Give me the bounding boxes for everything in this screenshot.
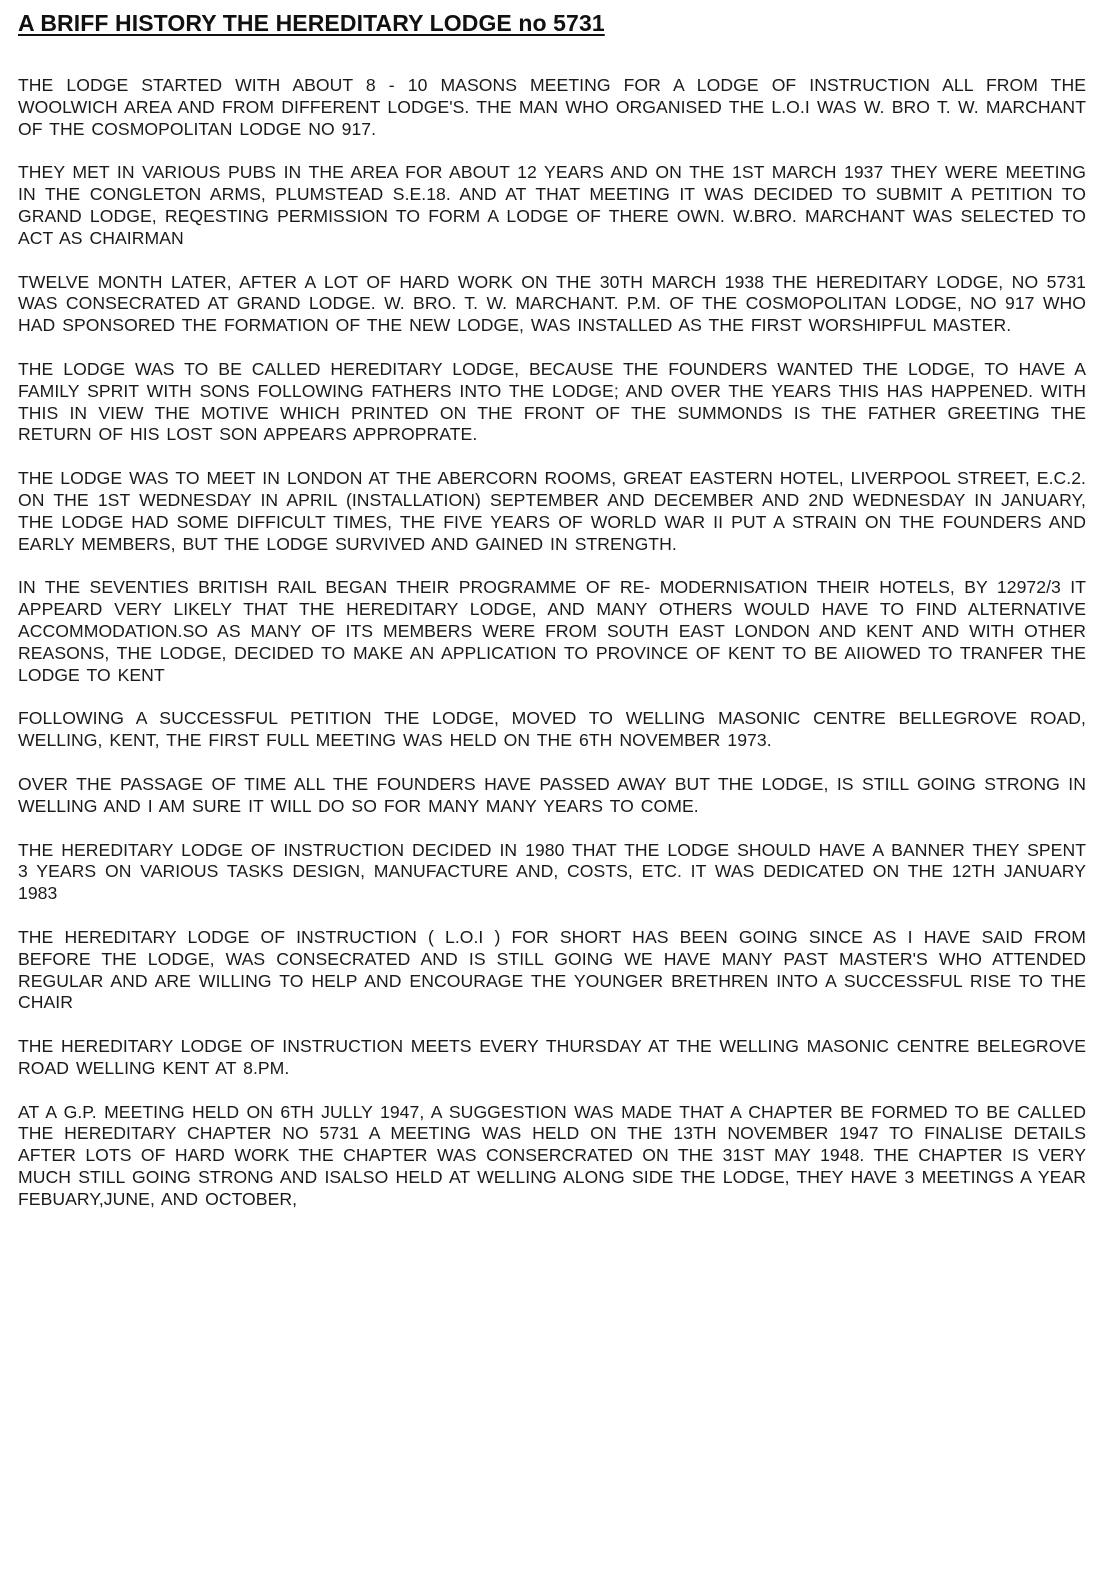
- paragraph-lodge-name: THE LODGE WAS TO BE CALLED HEREDITARY LODGE, BECAUSE THE FOUNDERS WANTED THE LODGE, TO HAVE A FAMILY SPRIT WITH SONS FOLLOWING FATHERS INTO THE LODGE; AND OVER THE YEARS THIS HAS HAPPENED. WITH THIS IN VIEW THE MOTIVE WHICH PRINTED ON THE FRONT OF THE SUMMONDS IS THE FATHER GREETING THE RETURN OF HIS LOST SON APPEARS APPROPRATE.: [18, 358, 1086, 445]
- document-body: [18, 75, 1086, 1211]
- paragraph-welling-move: FOLLOWING A SUCCESSFUL PETITION THE LODGE, MOVED TO WELLING MASONIC CENTRE BELLEGROVE ROAD, WELLING, KENT, THE FIRST FULL MEETING WAS HELD ON THE 6TH NOVEMBER 1973.: [18, 708, 1086, 751]
- paragraph-founders: OVER THE PASSAGE OF TIME ALL THE FOUNDERS HAVE PASSED AWAY BUT THE LODGE, IS STILL GOING STRONG IN WELLING AND I AM SURE IT WILL DO SO FOR MANY MANY YEARS TO COME.: [18, 773, 1086, 816]
- paragraph-loi: THE HEREDITARY LODGE OF INSTRUCTION ( L.O.I ) FOR SHORT HAS BEEN GOING SINCE AS I HAVE SAID FROM BEFORE THE LODGE, WAS CONSECRATED AND IS STILL GOING WE HAVE MANY PAST MASTER'S WHO ATTENDED REGULAR AND ARE WILLING TO HELP AND ENCOURAGE THE YOUNGER BRETHREN INTO A SUCCESSFUL RISE TO THE CHAIR: [18, 926, 1086, 1013]
- paragraph-relocation: IN THE SEVENTIES BRITISH RAIL BEGAN THEIR PROGRAMME OF RE- MODERNISATION THEIR HOTELS, BY 12972/3 IT APPEARD VERY LIKELY THAT THE HEREDITARY LODGE, AND MANY OTHERS WOULD HAVE TO FIND ALTERNATIVE ACCOMMODATION.SO AS MANY OF ITS MEMBERS WERE FROM SOUTH EAST LONDON AND KENT AND WITH OTHER REASONS, THE LODGE, DECIDED TO MAKE AN APPLICATION TO PROVINCE OF KENT TO BE AIIOWED TO TRANFER THE LODGE TO KENT: [18, 577, 1086, 685]
- paragraph-banner: THE HEREDITARY LODGE OF INSTRUCTION DECIDED IN 1980 THAT THE LODGE SHOULD HAVE A BANNER THEY SPENT 3 YEARS ON VARIOUS TASKS DESIGN, MANUFACTURE AND, COSTS, ETC. IT WAS DEDICATED ON THE 12TH JANUARY 1983: [18, 839, 1086, 904]
- paragraph-loi-meetings: THE HEREDITARY LODGE OF INSTRUCTION MEETS EVERY THURSDAY AT THE WELLING MASONIC CENTRE BELEGROVE ROAD WELLING KENT AT 8.PM.: [18, 1036, 1086, 1078]
- document-title: A BRIFF HISTORY THE HEREDITARY LODGE no 5731: [18, 10, 605, 36]
- paragraph-origins: THE LODGE STARTED WITH ABOUT 8 - 10 MASONS MEETING FOR A LODGE OF INSTRUCTION ALL FROM THE WOOLWICH AREA AND FROM DIFFERENT LODGE'S. THE MAN WHO ORGANISED THE L.O.I WAS W. BRO T. W. MARCHANT OF THE COSMOPOLITAN LODGE NO 917.: [18, 75, 1086, 139]
- paragraph-chapter: AT A G.P. MEETING HELD ON 6TH JULLY 1947, A SUGGESTION WAS MADE THAT A CHAPTER BE FORMED TO BE CALLED THE HEREDITARY CHAPTER NO 5731 A MEETING WAS HELD ON THE 13TH NOVEMBER 1947 TO FINALISE DETAILS AFTER LOTS OF HARD WORK THE CHAPTER WAS CONSERCRATED ON THE 31ST MAY 1948. THE CHAPTER IS VERY MUCH STILL GOING STRONG AND ISALSO HELD AT WELLING ALONG SIDE THE LODGE, THEY HAVE 3 MEETINGS A YEAR FEBUARY,JUNE, AND OCTOBER,: [18, 1101, 1086, 1209]
- paragraph-petition: THEY MET IN VARIOUS PUBS IN THE AREA FOR ABOUT 12 YEARS AND ON THE 1ST MARCH 1937 THEY WERE MEETING IN THE CONGLETON ARMS, PLUMSTEAD S.E.18. AND AT THAT MEETING IT WAS DECIDED TO SUBMIT A PETITION TO GRAND LODGE, REQESTING PERMISSION TO FORM A LODGE OF THERE OWN. W.BRO. MARCHANT WAS SELECTED TO ACT AS CHAIRMAN: [18, 162, 1086, 248]
- paragraph-london-meetings: THE LODGE WAS TO MEET IN LONDON AT THE ABERCORN ROOMS, GREAT EASTERN HOTEL, LIVERPOOL STREET, E.C.2. ON THE 1ST WEDNESDAY IN APRIL (INSTALLATION) SEPTEMBER AND DECEMBER AND 2ND WEDNESDAY IN JANUARY, THE LODGE HAD SOME DIFFICULT TIMES, THE FIVE YEARS OF WORLD WAR II PUT A STRAIN ON THE FOUNDERS AND EARLY MEMBERS, BUT THE LODGE SURVIVED AND GAINED IN STRENGTH.: [18, 468, 1086, 554]
- paragraph-consecration: TWELVE MONTH LATER, AFTER A LOT OF HARD WORK ON THE 30TH MARCH 1938 THE HEREDITARY LODGE, NO 5731 WAS CONSECRATED AT GRAND LODGE. W. BRO. T. W. MARCHANT. P.M. OF THE COSMOPOLITAN LODGE, NO 917 WHO HAD SPONSORED THE FORMATION OF THE NEW LODGE, WAS INSTALLED AS THE FIRST WORSHIPFUL MASTER.: [18, 271, 1086, 336]
